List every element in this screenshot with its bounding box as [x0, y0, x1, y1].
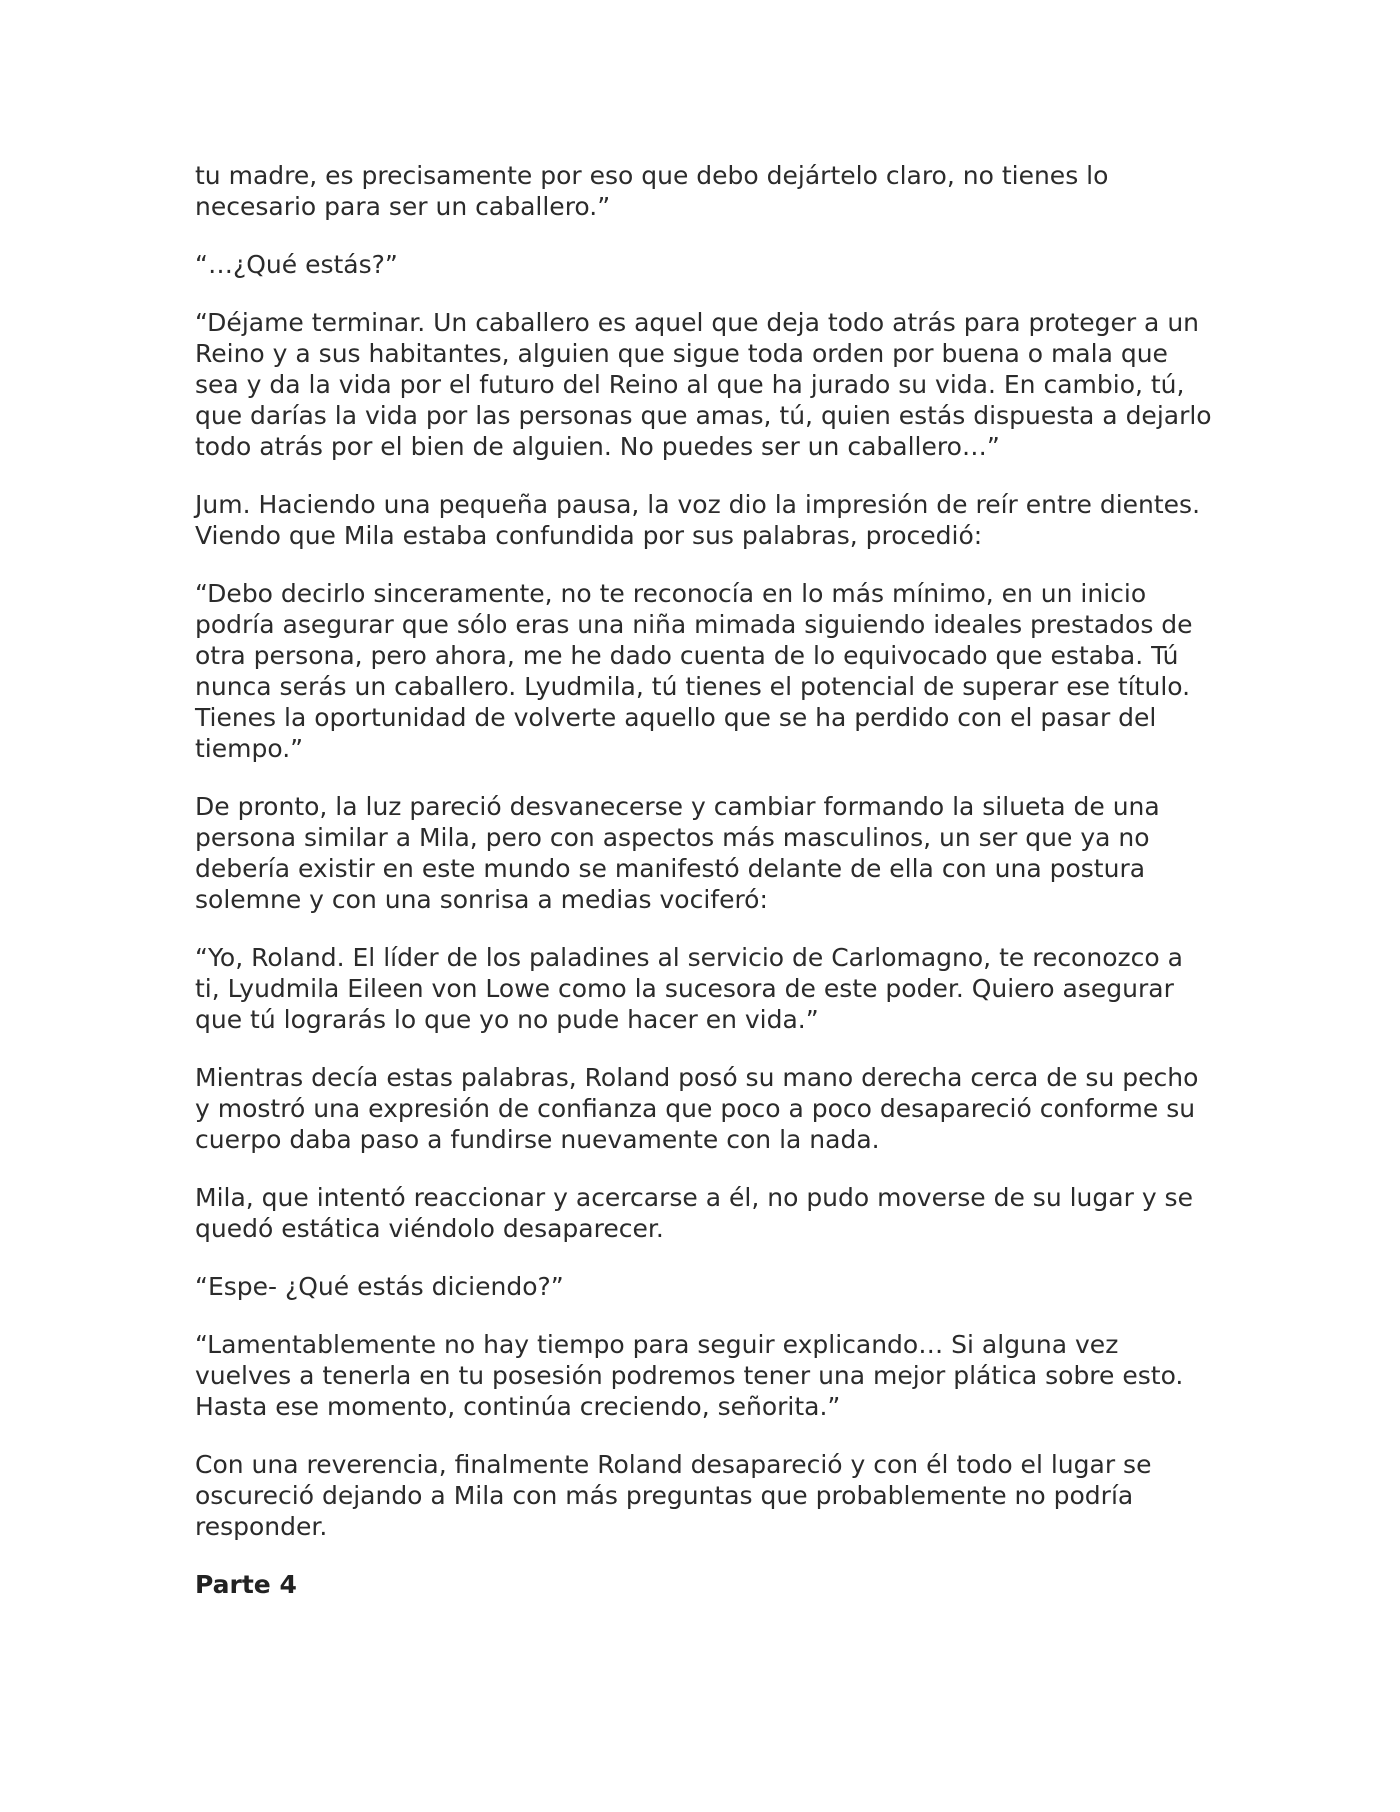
- paragraph-3: “Déjame terminar. Un caballero es aquel que deja todo atrás para proteger a un Reino y a sus habitantes, alguien que sigue toda orden por buena o mala que sea y da la vida por el futuro del Reino al que ha jurado su vida. En cambio, tú, que darías la vida por las personas que amas, tú, quien estás dispuesta a dejarlo todo atrás por el bien de alguien. No puedes ser un caballero…”: [195, 308, 1212, 461]
- paragraph-9: Mila, que intentó reaccionar y acercarse a él, no pudo moverse de su lugar y se quedó estática viéndolo desaparecer.: [195, 1183, 1193, 1243]
- paragraph-7: “Yo, Roland. El líder de los paladines al servicio de Carlomagno, te reconozco a ti, Lyudmila Eileen von Lowe como la sucesora de este poder. Quiero asegurar que tú lograrás lo que yo no pude hacer en vida.”: [195, 943, 1183, 1034]
- paragraph-2: “…¿Qué estás?”: [195, 250, 398, 279]
- document-page: [195, 160, 1215, 1600]
- section-heading: Parte 4: [195, 1570, 297, 1599]
- paragraph-6: De pronto, la luz pareció desvanecerse y cambiar formando la silueta de una persona similar a Mila, pero con aspectos más masculinos, un ser que ya no debería existir en este mundo se manifestó delante de ella con una postura solemne y con una sonrisa a medias vociferó:: [195, 792, 1160, 914]
- paragraph-8: Mientras decía estas palabras, Roland posó su mano derecha cerca de su pecho y mostró una expresión de confianza que poco a poco desapareció conforme su cuerpo daba paso a fundirse nuevamente con la nada.: [195, 1063, 1199, 1154]
- paragraph-4: Jum. Haciendo una pequeña pausa, la voz dio la impresión de reír entre dientes. Viendo que Mila estaba confundida por sus palabras, procedió:: [195, 490, 1201, 550]
- paragraph-10: “Espe- ¿Qué estás diciendo?”: [195, 1272, 564, 1301]
- paragraph-5: “Debo decirlo sinceramente, no te reconocía en lo más mínimo, en un inicio podría asegurar que sólo eras una niña mimada siguiendo ideales prestados de otra persona, pero ahora, me he dado cuenta de lo equivocado que estaba. Tú nunca serás un caballero. Lyudmila, tú tienes el potencial de superar ese título. Tienes la oportunidad de volverte aquello que se ha perdido con el pasar del tiempo.”: [195, 579, 1193, 763]
- paragraph-1: tu madre, es precisamente por eso que debo dejártelo claro, no tienes lo necesario para ser un caballero.”: [195, 161, 1109, 221]
- paragraph-12: Con una reverencia, finalmente Roland desapareció y con él todo el lugar se oscureció dejando a Mila con más preguntas que probablemente no podría responder.: [195, 1450, 1152, 1541]
- paragraph-11: “Lamentablemente no hay tiempo para seguir explicando… Si alguna vez vuelves a tenerla en tu posesión podremos tener una mejor plática sobre esto. Hasta ese momento, continúa creciendo, señorita.”: [195, 1330, 1184, 1421]
